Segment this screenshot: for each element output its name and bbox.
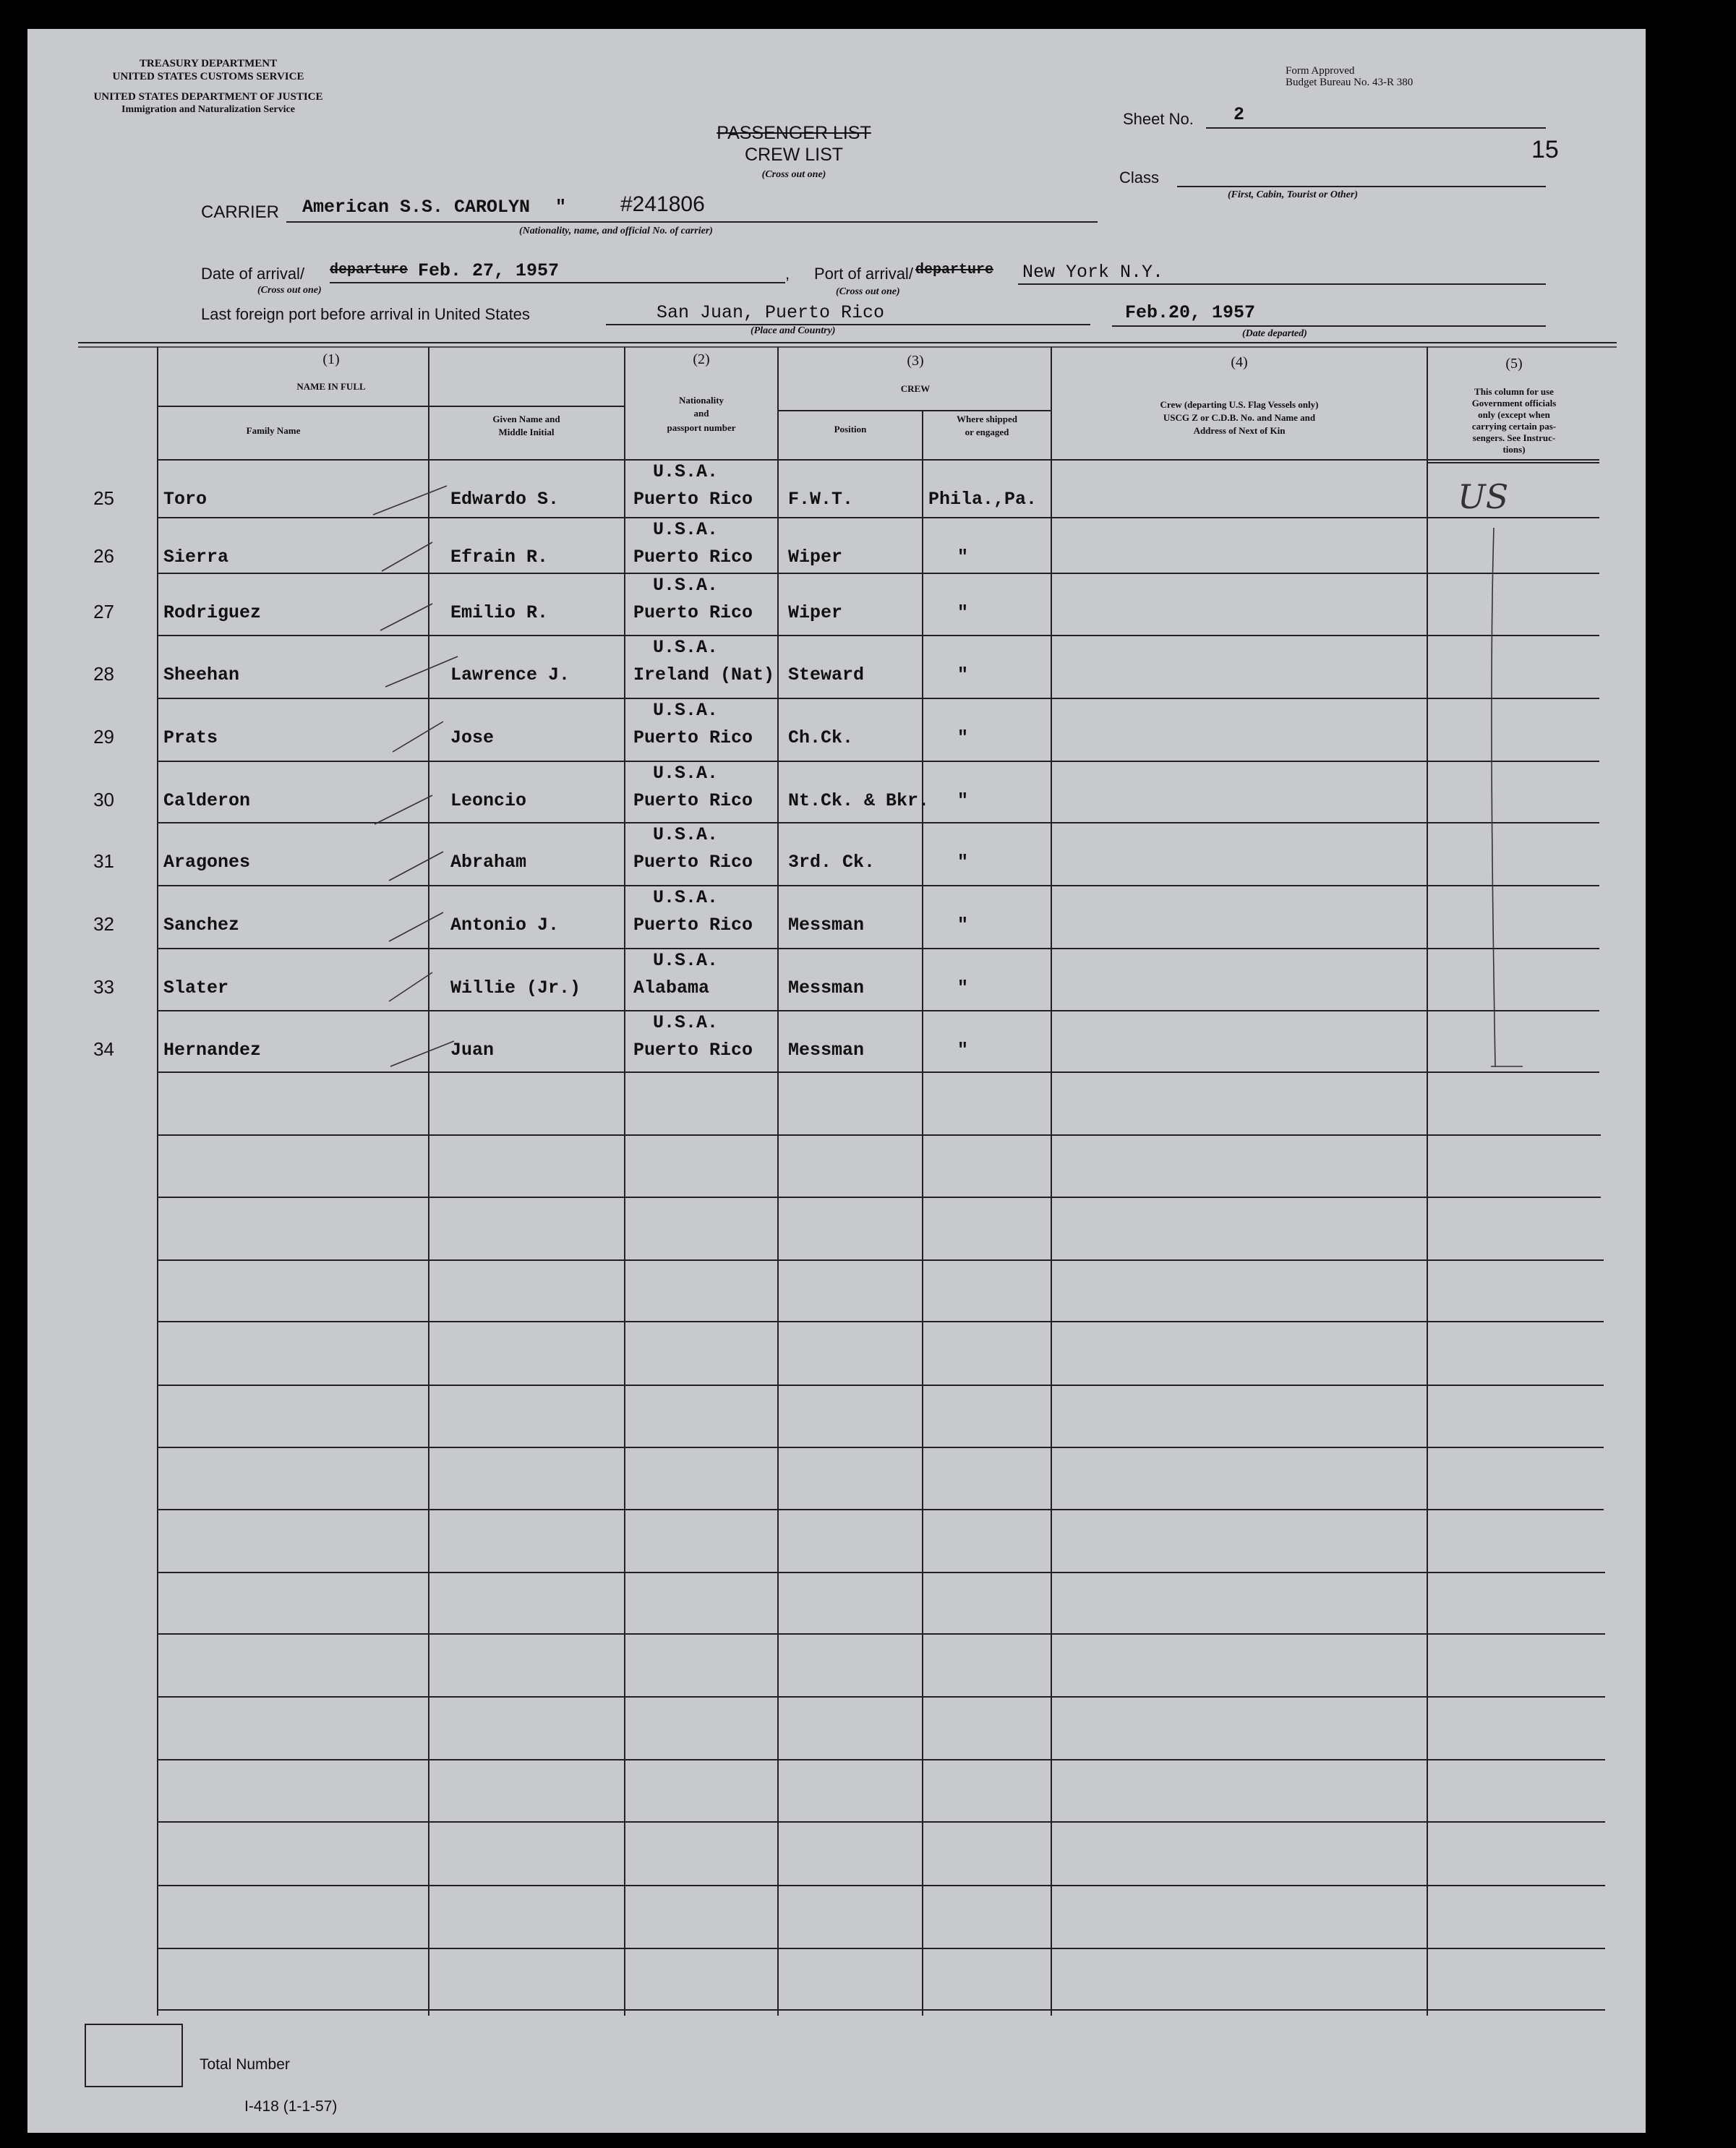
crew-position: Messman <box>788 977 865 998</box>
last-port-value: San Juan, Puerto Rico <box>657 302 885 323</box>
passport-place: Puerto Rico <box>633 727 753 748</box>
crew-position: Ch.Ck. <box>788 727 854 748</box>
crew-position: Nt.Ck. & Bkr. <box>788 790 930 811</box>
col5-line1: This column for use <box>1474 386 1554 397</box>
where-shipped: " <box>957 664 969 685</box>
row-number: 32 <box>93 913 114 935</box>
family-name: Toro <box>163 489 208 510</box>
budget-bureau: Budget Bureau No. 43-R 380 <box>1286 77 1414 88</box>
annotation-us: US <box>1458 477 1509 516</box>
col3-number: (3) <box>907 353 924 369</box>
col4-line2: USCG Z or C.D.B. No. and Name and <box>1163 412 1316 423</box>
col1b-given-1: Given Name and <box>492 414 560 424</box>
family-name: Aragones <box>163 852 251 873</box>
family-name: Rodriguez <box>163 602 262 623</box>
date-departed-hint: (Date departed) <box>1242 328 1307 339</box>
crew-position: F.W.T. <box>788 489 854 510</box>
col3a-position: Position <box>834 424 867 435</box>
col2-line3: passport number <box>667 422 736 433</box>
passport-place: Alabama <box>633 977 710 998</box>
form-approved: Form Approved <box>1286 65 1355 77</box>
crew-position: Messman <box>788 915 865 936</box>
sheet-label: Sheet No. <box>1123 110 1194 128</box>
row-number: 29 <box>93 726 114 748</box>
family-name: Prats <box>163 727 218 748</box>
col4-line1: Crew (departing U.S. Flag Vessels only) <box>1160 399 1319 410</box>
given-name: Efrain R. <box>450 547 549 568</box>
last-port-hint: (Place and Country) <box>751 325 836 336</box>
port-label: Port of arrival/ <box>814 265 913 283</box>
crew-position: 3rd. Ck. <box>788 852 876 873</box>
page-number: 15 <box>1531 136 1559 163</box>
crew-position: Wiper <box>788 547 843 568</box>
row-number: 31 <box>93 850 114 872</box>
manifest-table-grid <box>27 29 1646 2133</box>
date-departed-value: Feb.20, 1957 <box>1125 302 1256 323</box>
col5-line2: Government officials <box>1471 398 1557 408</box>
sheet-value: 2 <box>1233 104 1245 125</box>
given-name: Leoncio <box>450 790 527 811</box>
family-name: Sheehan <box>163 664 240 685</box>
col5-number: (5) <box>1505 356 1523 372</box>
col3b-shipped-1: Where shipped <box>957 414 1017 424</box>
row-number: 27 <box>93 601 114 622</box>
passport-place: Puerto Rico <box>633 852 753 873</box>
row-number: 30 <box>93 789 114 810</box>
col1a-family: Family Name <box>246 425 301 436</box>
document-page <box>27 29 1646 2133</box>
given-name: Abraham <box>450 852 527 873</box>
nationality: U.S.A. <box>653 950 719 971</box>
where-shipped: Phila.,Pa. <box>928 489 1038 510</box>
where-shipped: " <box>957 727 969 748</box>
crew-list-title: CREW LIST <box>744 145 844 165</box>
row-number: 26 <box>93 545 114 567</box>
form-id: I-418 (1-1-57) <box>244 2098 338 2115</box>
carrier-mark: " <box>555 197 567 218</box>
family-name: Sierra <box>163 547 229 568</box>
total-number-label: Total Number <box>200 2056 290 2073</box>
class-label: Class <box>1119 168 1160 187</box>
cross-out-hint: (Cross out one) <box>761 169 826 180</box>
col2-line1: Nationality <box>678 395 724 406</box>
where-shipped: " <box>957 602 969 623</box>
col2-line2: and <box>693 408 709 419</box>
nationality: U.S.A. <box>653 461 719 482</box>
port-struck: departure <box>915 262 994 278</box>
passport-place: Puerto Rico <box>633 602 753 623</box>
nationality: U.S.A. <box>653 519 719 540</box>
where-shipped: " <box>957 977 969 998</box>
carrier-value: American S.S. CAROLYN <box>302 197 531 218</box>
agency-ins: Immigration and Naturalization Service <box>121 104 295 115</box>
passport-place: Puerto Rico <box>633 547 753 568</box>
port-hint: (Cross out one) <box>836 286 900 297</box>
row-number: 25 <box>93 487 114 509</box>
passport-place: Ireland (Nat) <box>633 664 775 685</box>
col5-line5: sengers. See Instruc- <box>1472 432 1556 443</box>
agency-justice: UNITED STATES DEPARTMENT OF JUSTICE <box>93 91 323 103</box>
col3-title: CREW <box>900 383 931 394</box>
carrier-number: #241806 <box>620 192 705 216</box>
row-number: 33 <box>93 976 114 998</box>
nationality: U.S.A. <box>653 700 719 721</box>
family-name: Calderon <box>163 790 251 811</box>
col5-line6: tions) <box>1502 444 1526 455</box>
col1-title: NAME IN FULL <box>296 381 366 392</box>
row-number: 28 <box>93 663 114 685</box>
given-name: Willie (Jr.) <box>450 977 581 998</box>
nationality: U.S.A. <box>653 1012 719 1033</box>
nationality: U.S.A. <box>653 575 719 596</box>
col2-number: (2) <box>693 351 710 367</box>
col5-line4: carrying certain pas- <box>1471 421 1557 432</box>
given-name: Edwardo S. <box>450 489 560 510</box>
port-value: New York N.Y. <box>1022 262 1164 283</box>
arrival-hint: (Cross out one) <box>257 285 322 296</box>
arrival-struck: departure <box>330 262 409 278</box>
family-name: Slater <box>163 977 229 998</box>
where-shipped: " <box>957 852 969 873</box>
crew-position: Messman <box>788 1040 865 1061</box>
passenger-list-title: PASSENGER LIST <box>717 123 871 143</box>
row-number: 34 <box>93 1038 114 1060</box>
carrier-label: CARRIER <box>201 202 280 222</box>
passport-place: Puerto Rico <box>633 790 753 811</box>
agency-customs: UNITED STATES CUSTOMS SERVICE <box>112 71 304 82</box>
arrival-value: Feb. 27, 1957 <box>418 260 560 281</box>
col1b-given-2: Middle Initial <box>498 427 555 437</box>
arrival-label: Date of arrival/ <box>201 265 305 283</box>
passport-place: Puerto Rico <box>633 1040 753 1061</box>
given-name: Jose <box>450 727 495 748</box>
where-shipped: " <box>957 547 969 568</box>
col4-number: (4) <box>1231 354 1248 370</box>
given-name: Emilio R. <box>450 602 549 623</box>
nationality: U.S.A. <box>653 763 719 784</box>
nationality: U.S.A. <box>653 824 719 845</box>
passport-place: Puerto Rico <box>633 489 753 510</box>
given-name: Juan <box>450 1040 495 1061</box>
agency-treasury: TREASURY DEPARTMENT <box>139 58 278 69</box>
col5-line3: only (except when <box>1478 409 1550 420</box>
where-shipped: " <box>957 915 969 936</box>
where-shipped: " <box>957 790 969 811</box>
nationality: U.S.A. <box>653 637 719 658</box>
passport-place: Puerto Rico <box>633 915 753 936</box>
carrier-hint: (Nationality, name, and official No. of carrier) <box>519 226 713 236</box>
class-hint: (First, Cabin, Tourist or Other) <box>1228 189 1358 200</box>
port-comma: , <box>785 265 790 283</box>
crew-position: Wiper <box>788 602 843 623</box>
col1-number: (1) <box>322 351 340 367</box>
given-name: Lawrence J. <box>450 664 570 685</box>
family-name: Sanchez <box>163 915 240 936</box>
where-shipped: " <box>957 1040 969 1061</box>
col4-line3: Address of Next of Kin <box>1193 425 1286 436</box>
given-name: Antonio J. <box>450 915 560 936</box>
last-port-label: Last foreign port before arrival in United States <box>201 305 530 323</box>
family-name: Hernandez <box>163 1040 262 1061</box>
col3b-shipped-2: or engaged <box>965 427 1009 437</box>
crew-position: Steward <box>788 664 865 685</box>
nationality: U.S.A. <box>653 887 719 908</box>
